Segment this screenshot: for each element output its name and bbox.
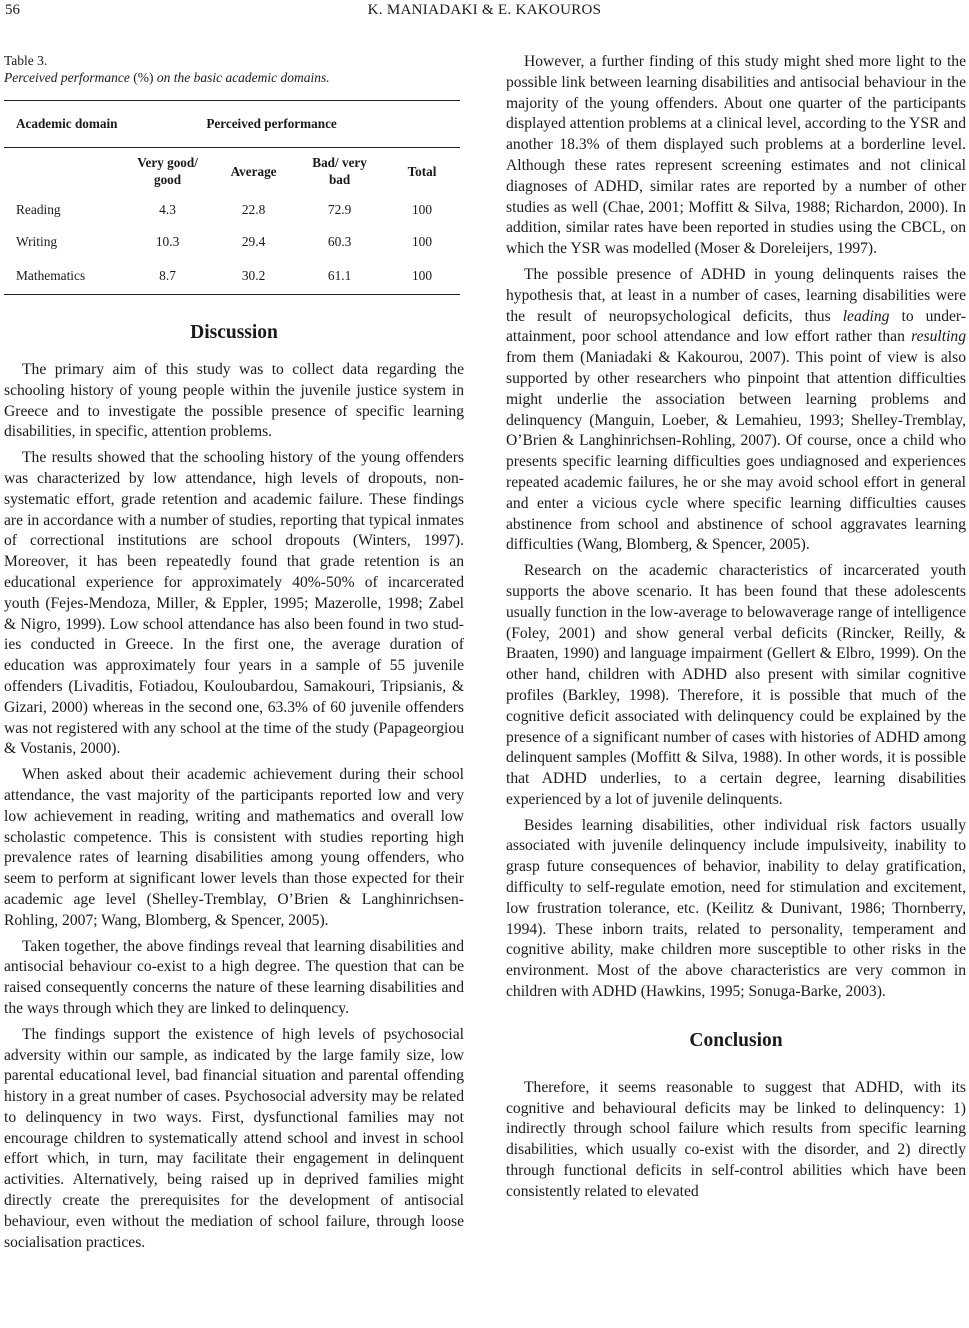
running-head: K. MANIADAKI & E. KAKOUROS [367,2,602,18]
table-row: Writing 10.3 29.4 60.3 100 [16,234,433,249]
discussion-paragraph-3: When asked about their academic achievement during their school attendance, the vast majority of the participants reported low and very low achievement in reading, writing and mathematics and overall low scholastic competence. This is consistent with studies reporting high prevalence rates of learning disabilities among young offenders, who seem to perform at significant lower levels than those expected for their academic age level (Shelley-Tremblay, O’Brien & Langhinrichsen-Rohling, 2007; Wang, Blomberg, & Spencer, 2005). [4,766,464,929]
right-paragraph-2: The possible presence of ADHD in young delinquents raises the hypothesis that, at least in a number of cases, learning disabilities were the result of neuropsychological deficits, thus leading to under-attainment, poor school attendance and low effort rather than resulting from them (Maniadaki & Kakourou, 2007). This point of view is also supported by other researchers who pinpoint that attention difficulties might underlie the association between learning problems and delinquency (Manguin, Loeber, & Lemahieu, 1993; Shelley-Tremblay, O’Brien & Langhinrichsen-Rohling, 2007). Of course, once a child who presents specific learning difficulties goes undiagnosed and experiences repeated academic failures, he or she may avoid school effort in general and enter a vicious cycle where specific learning difficulties causes abstinence from school and abstinence of school aggravates learning difficulties (Wang, Blomberg, & Spencer, 2005). [506,265,967,554]
discussion-paragraph-1: The primary aim of this study was to collect data regarding the schooling history of young people within the juvenile justice system in Greece and to investigate the possible presence of specific learning disabilities, in specific, attention problems. [4,361,464,441]
running-header [0,0,969,22]
table-title: Perceived performance (%) on the basic academic domains. [4,70,330,85]
discussion-heading: Discussion [190,322,278,343]
subheader-average: Average [230,163,277,179]
table-header-row [4,101,460,148]
right-column [506,52,966,1203]
right-paragraph-3: Research on the academic characteristics of incarcerated youth supports the above scenario. It has been found that these adolescents usually function in the low-average to belowaverage range of intelligence (Foley, 2001) and show general verbal deficits (Rincker, Reilly, & Braaten, 1990) and language impairment (Gellert & Elbro, 1999). On the other hand, children with ADHD also present with similar cognitive profiles (Barkley, 1998). Therefore, it is possible that much of the cognitive deficit associated with delinquency could be explained by the presence of a significant number of cases with histories of ADHD among delinquent samples (Moffitt & Silva, 1988). In other words, it is possible that ADHD underlies, to a certain degree, learning disabilities experienced by a lot of juvenile delinquents. [506,562,966,808]
right-paragraph-4: Besides learning disabilities, other individual risk factors usually associated with juvenile delinquency include impulsiveity, inability to grasp future consequences of behavior, inability to delay gratification, difficulty to self-regulate emotion, need for stimulation and excitement, low frustration tolerance, etc. (Keilitz & Dunivant, 1986; Thornberry, 1994). These inborn traits, related to personality, temperament and cognitive ability, make children more susceptible to other risks in the environment. Most of the above characteristics are very common in children with ADHD (Hawkins, 1995; Sonuga-Barke, 2003). [506,816,966,1001]
col-academic-domain: Academic domain [4,101,123,148]
discussion-paragraph-2: The results showed that the schooling history of the young offenders was characterized by low attendance, high levels of dropouts, non-systematic effort, grade retention and academic failure. These findings are in accordance with a number of studies, reporting that typical inmates of correctional institutions are school dropouts (Winters, 1997). Moreover, it has been repeatedly found that grade retention is an educational experience for approximately 40%-50% of incarcerated youth (Fejes-Mendoza, Miller, & Eppler, 1995; Mazerolle, 1998; Zabel & Nigro, 1999). Low school attendance has also been found in two studies conducted in Greece. In the first one, the average duration of education was approximately four years in a sample of 55 juvenile offenders (Livaditis, Fotiadou, Kouloubardou, Samakouri, Tripsianis, & Gizari, 2000) whereas in the second one, 63.3% of 60 juvenile offenders was not registered with any school at the time of the study (Papageorgiou & Vostanis, 2000). [4,449,464,758]
col-perceived-performance: Perceived performance [123,101,460,148]
conclusion-paragraph: Therefore, it seems reasonable to suggest that ADHD, with its cognitive and behavioural deficits may be linked to delinquency: 1) indirectly through school failure which results from specific learning disabilities, which usually co-exist with the disorder, and 2) directly through functional deficits in self-control abilities which have been consistently related to elevated [506,1078,966,1200]
left-column [4,52,464,1253]
discussion-paragraph-4: Taken together, the above findings reveal that learning disabilities and antisocial behaviour co-exist to a high degree. The question that can be raised consequently concerns the nature of these learning disabilities and the ways through which they are linked to delinquency. [4,937,464,1017]
table-subheader-row [4,148,460,195]
conclusion-heading: Conclusion [689,1029,783,1051]
table-row: Reading 4.3 22.8 72.9 100 [16,202,433,217]
table-label: Table 3. [4,53,48,68]
subheader-very-good: Very good/ good [137,155,198,187]
performance-table [4,100,460,295]
page-number: 56 [5,2,20,18]
subheader-total: Total [407,163,437,179]
discussion-paragraph-5: The findings support the existence of high levels of psychosocial adversity within our sample, as indicated by the large family size, low parental educational level, bad financial situation and parental offending history in a great number of cases. Psychosocial adversity may be related to delinquency in two ways. First, dysfunctional families may not encourage children to systematically attend school and invest in school effort which, in turn, may facilitate their engagement in delinquent activities. Alternatively, being raised up in deprived families might directly create the prerequisites for the development of antisocial behaviour, even without the mediation of school failure, through loose socialisation practices. [4,1025,464,1251]
table-row: Mathematics 8.7 30.2 61.1 100 [4,258,460,295]
subheader-bad: Bad/ very bad [312,155,367,187]
table-caption [4,52,464,86]
right-paragraph-1: However, a further finding of this study might shed more light to the possible link between learning disabilities and antisocial behaviour in the majority of the young offenders. About one quarter of the participants displayed attention problems at a clinical level, according to the YSR and another 18.3% of them displayed such problems at a borderline level. Although these rates represent screening estimates and not clinical diagnoses of ADHD, similar rates are reported by a number of other studies as well (Chae, 2001; Moffitt & Silva, 1988; Richardon, 2000). In addition, similar rates have been reported in studies using the CBCL, on which the YSR was modelled (Moser & Doreleijers, 1997). [506,53,966,258]
